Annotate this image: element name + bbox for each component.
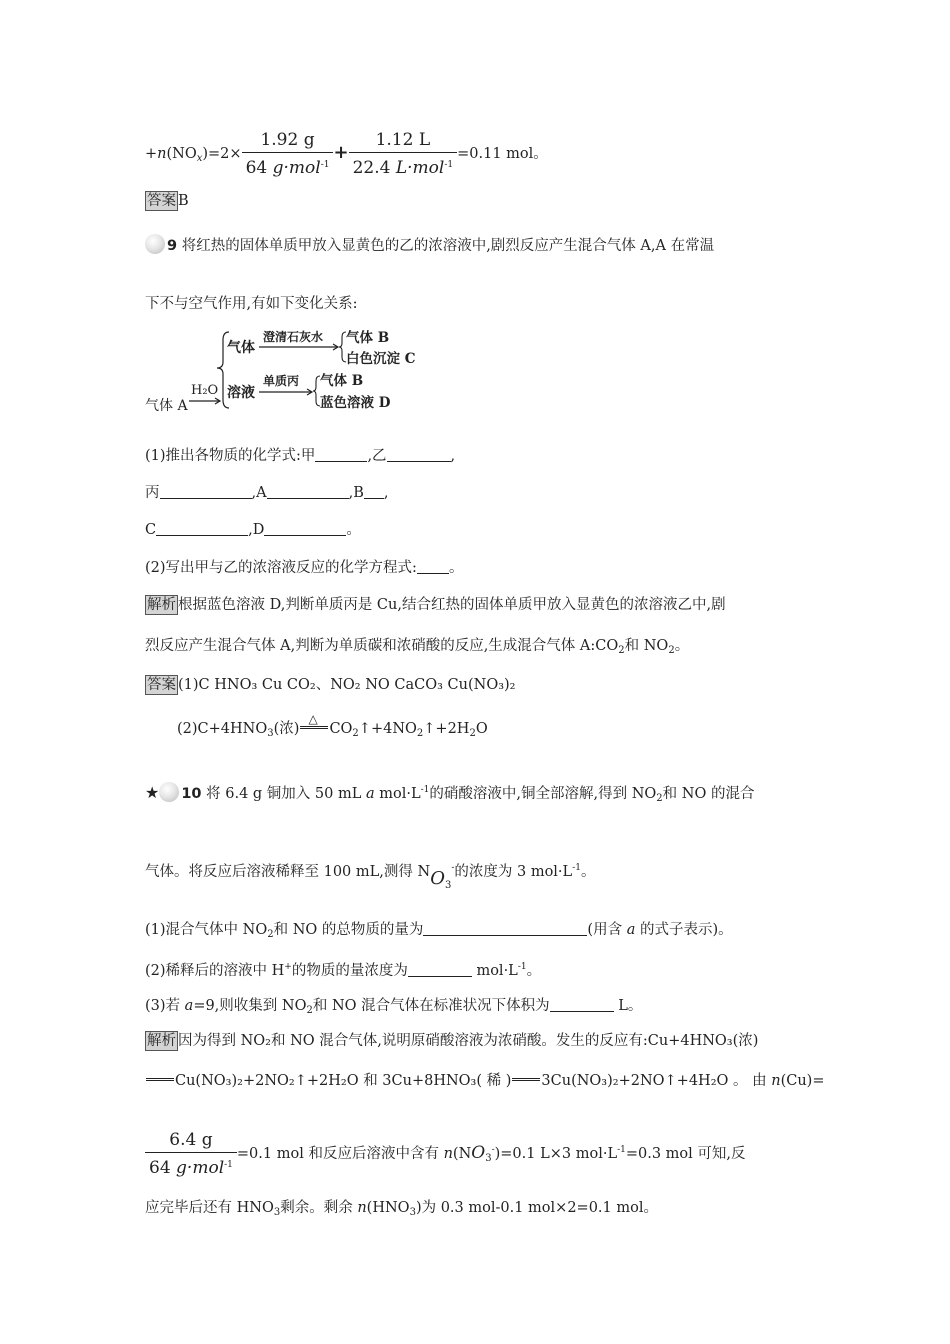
gas-brace xyxy=(339,332,346,362)
q9-part2: (2)写出甲与乙的浓溶液反应的化学方程式: 。 xyxy=(145,560,464,576)
gas-b-product-2: 气体 B xyxy=(320,373,364,389)
limewater-reagent: 澄清石灰水 xyxy=(263,330,324,344)
question-number: 10 xyxy=(181,786,202,802)
element-c-reagent: 单质丙 xyxy=(263,374,300,388)
q10-stem-line2: 气体。将反应后溶液稀释至 100 mL,测得 $NO_3^-$的浓度为 3 $mol\cdot L^{-1}$。 xyxy=(145,863,596,891)
gas-node: 气体 xyxy=(227,340,255,356)
n-symbol: n xyxy=(157,146,167,162)
blue-solution-d: 蓝色溶液 D xyxy=(320,395,391,411)
blank-jia xyxy=(315,447,367,462)
blank-yi xyxy=(387,447,451,462)
equals-sign xyxy=(146,1078,174,1081)
q10-part1: (1)混合气体中 $NO_2$和 NO 的总物质的量为 (用含 a 的式子表示)。 xyxy=(145,922,733,940)
q9-part1-line3: C ,D 。 xyxy=(145,522,361,538)
q10-stem-line1: ★ 10 将 6.4 g 铜加入 50 mL a $mol\cdot L^{-1}$的硝酸溶液中,铜全部溶解,得到 $NO_2$和 NO 的混合 xyxy=(145,783,755,804)
water-reagent: H₂O xyxy=(191,383,219,398)
blank-h-concentration xyxy=(408,962,472,977)
blank-equation xyxy=(417,559,449,574)
white-precipitate-c: 白色沉淀 C xyxy=(346,351,416,367)
q10-part3: (3)若 a=9,则收集到 $NO_2$和 NO 混合气体在标准状况下体积为 L。 xyxy=(145,998,643,1016)
q10-analysis-line4: 应完毕后还有 $HNO_3$剩余。剩余 $n(HNO_3)$为 0.3 mol-0.1 mol×2=0.1 mol。 xyxy=(145,1200,658,1218)
q9-answer-line2: $(2)C+4HNO_3$(浓) △ $CO_2↑+4NO_2↑+2H_2O$ xyxy=(177,719,488,744)
q9-analysis-line2: 烈反应产生混合气体 A,判断为单质碳和浓硝酸的反应,生成混合气体 $A:CO_2$和 $NO_2$。 xyxy=(145,638,690,656)
blank-a xyxy=(267,484,349,499)
heating-equals-sign xyxy=(300,712,328,729)
q9-stem-line1: 9 将红热的固体单质甲放入显黄色的乙的浓溶液中,剧烈反应产生混合气体 A,A 在常温 xyxy=(145,234,714,256)
reaction-scheme-diagram xyxy=(145,326,445,418)
solution-node: 溶液 xyxy=(227,385,255,401)
q9-part1-line2: 丙 ,A ,B , xyxy=(145,485,389,501)
blank-b xyxy=(364,484,384,499)
analysis-tag: 解析 xyxy=(147,1033,176,1049)
q9-stem-line2: 下不与空气作用,有如下变化关系: xyxy=(145,296,358,312)
q10-analysis-line3: $\frac{6.4 g}{64 g\cdot mol^{-1}}$ =0.1 mol 和反应后溶液中含有 $n(NO_3^-)=0.1$ L×3 $mol\cdot L^{-1}=0.3$ mol 可知,反 xyxy=(145,1128,746,1181)
question-bubble-icon xyxy=(159,782,179,802)
start-gas-a: 气体 A xyxy=(145,398,188,414)
formula-line: $+n(NO_x)=2\times$ $\frac{1.92 g}{64 g\cdot mol^{-1}}$ + $\frac{1.12 L}{22.4 L\cdot mol^{-1}}$ =0.11 mol。 xyxy=(145,130,548,178)
blank-gas-volume xyxy=(550,997,614,1012)
analysis-tag: 解析 xyxy=(147,597,176,613)
answer-tag: 答案 xyxy=(147,677,176,693)
equals-sign xyxy=(512,1078,540,1081)
heat-triangle-icon: △ xyxy=(308,712,318,726)
blank-total-moles xyxy=(423,921,587,936)
q10-analysis-line1: 解析 因为得到 NO₂和 NO 混合气体,说明原硝酸溶液为浓硝酸。发生的反应有:Cu+4HNO₃(浓) xyxy=(147,1033,759,1049)
fraction-copper-moles: $\frac{6.4 g}{64 g\cdot mol^{-1}}$ xyxy=(145,1128,237,1180)
q10-analysis-line2: Cu(NO₃)₂+2NO₂↑+2H₂O 和 3Cu+8HNO₃( 稀 ) 3Cu(NO₃)₂+2NO↑+4H₂O 。 由 n(Cu)= xyxy=(145,1071,824,1091)
blank-bing xyxy=(160,484,252,499)
question-number: 9 xyxy=(167,238,178,254)
answer-tag: 答案 xyxy=(147,193,176,209)
gas-b-product: 气体 B xyxy=(346,330,390,346)
q8-answer: 答案 B xyxy=(147,193,189,209)
question-bubble-icon xyxy=(145,234,165,254)
star-icon: ★ xyxy=(145,783,160,802)
q9-answer-line1: 答案 (1)C HNO₃ Cu CO₂、NO₂ NO CaCO₃ Cu(NO₃)₂ xyxy=(147,677,516,693)
fraction-copper: $\frac{1.92 g}{64 g\cdot mol^{-1}}$ xyxy=(242,128,334,180)
fraction-gas: $\frac{1.12 L}{22.4 L\cdot mol^{-1}}$ xyxy=(349,128,458,180)
blank-c xyxy=(156,521,248,536)
solution-brace xyxy=(313,376,320,406)
q9-analysis-line1: 解析 根据蓝色溶液 D,判断单质丙是 Cu,结合红热的固体单质甲放入显黄色的浓溶液乙中,剧 xyxy=(147,597,726,613)
q10-part2: (2)稀释后的溶液中 H+的物质的量浓度为 $mol\cdot L^{-1}$。 xyxy=(145,962,542,979)
blank-d xyxy=(264,521,346,536)
q9-part1-line1: (1)推出各物质的化学式:甲 ,乙 , xyxy=(145,448,456,464)
